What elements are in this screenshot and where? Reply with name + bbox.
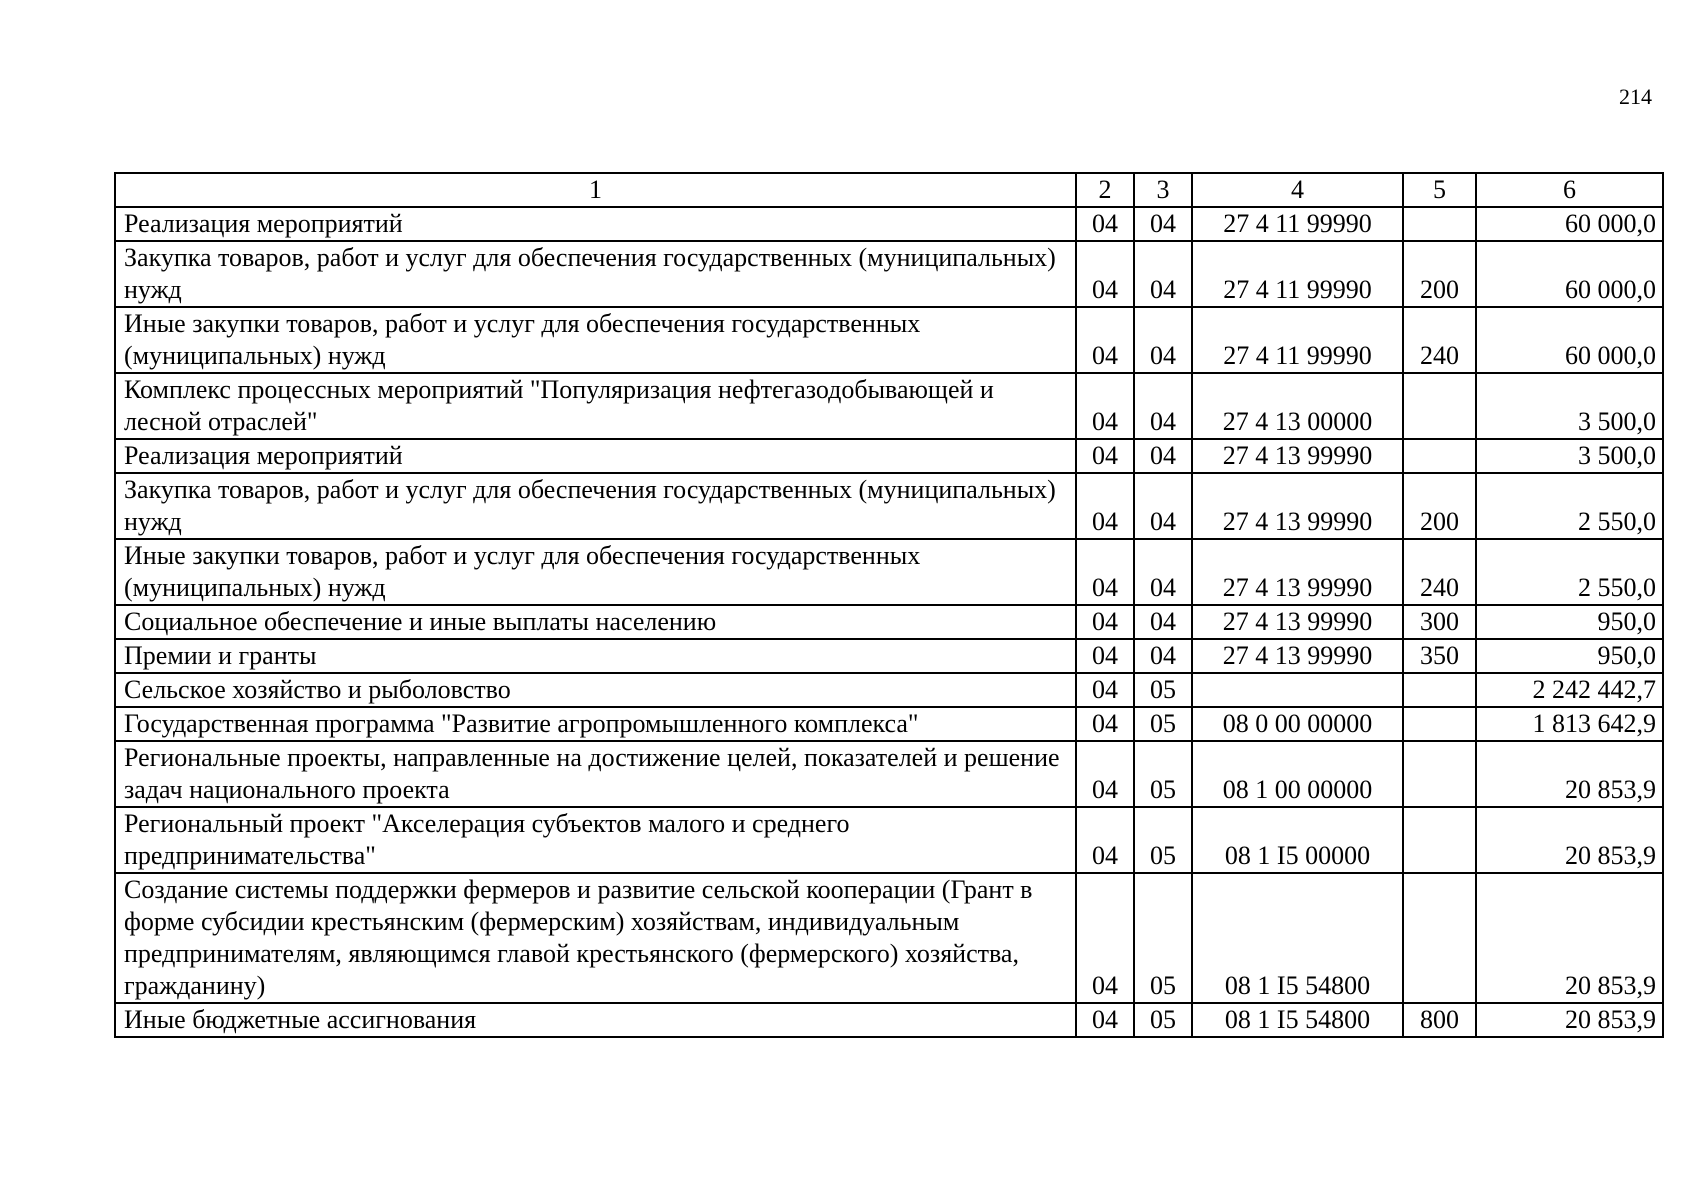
table-row xyxy=(115,307,1663,373)
header-col-1: 1 xyxy=(115,173,1076,207)
row-subsection: 04 xyxy=(1134,307,1192,373)
row-amount: 20 853,9 xyxy=(1476,873,1663,1003)
row-subsection: 05 xyxy=(1134,707,1192,741)
row-amount: 1 813 642,9 xyxy=(1476,707,1663,741)
page-number: 214 xyxy=(1619,84,1652,109)
row-subsection: 04 xyxy=(1134,373,1192,439)
table-row xyxy=(115,673,1663,707)
row-section: 04 xyxy=(1076,241,1134,307)
row-target-article: 27 4 13 99990 xyxy=(1192,605,1403,639)
row-name: Иные закупки товаров, работ и услуг для обеспечения государственных (муниципальных) нужд xyxy=(115,307,1076,373)
row-expense-type xyxy=(1403,439,1476,473)
row-subsection: 04 xyxy=(1134,473,1192,539)
row-amount: 3 500,0 xyxy=(1476,373,1663,439)
row-expense-type xyxy=(1403,707,1476,741)
table-row xyxy=(115,807,1663,873)
row-expense-type: 240 xyxy=(1403,307,1476,373)
table-row xyxy=(115,473,1663,539)
row-section: 04 xyxy=(1076,605,1134,639)
row-name: Реализация мероприятий xyxy=(115,439,1076,473)
row-target-article: 27 4 13 99990 xyxy=(1192,539,1403,605)
row-expense-type: 300 xyxy=(1403,605,1476,639)
row-amount: 3 500,0 xyxy=(1476,439,1663,473)
row-amount: 60 000,0 xyxy=(1476,241,1663,307)
row-section: 04 xyxy=(1076,207,1134,241)
table-row xyxy=(115,741,1663,807)
row-name: Закупка товаров, работ и услуг для обеспечения государственных (муниципальных) нужд xyxy=(115,241,1076,307)
row-target-article: 27 4 13 00000 xyxy=(1192,373,1403,439)
row-section: 04 xyxy=(1076,673,1134,707)
row-name: Комплекс процессных мероприятий "Популяризация нефтегазодобывающей и лесной отраслей" xyxy=(115,373,1076,439)
row-section: 04 xyxy=(1076,373,1134,439)
row-amount: 20 853,9 xyxy=(1476,741,1663,807)
row-amount: 20 853,9 xyxy=(1476,1003,1663,1037)
row-subsection: 04 xyxy=(1134,605,1192,639)
row-target-article: 27 4 13 99990 xyxy=(1192,439,1403,473)
table-row xyxy=(115,707,1663,741)
row-name: Государственная программа "Развитие агропромышленного комплекса" xyxy=(115,707,1076,741)
row-target-article: 27 4 11 99990 xyxy=(1192,207,1403,241)
row-expense-type xyxy=(1403,741,1476,807)
table-row xyxy=(115,605,1663,639)
header-col-5: 5 xyxy=(1403,173,1476,207)
row-section: 04 xyxy=(1076,473,1134,539)
row-name: Иные закупки товаров, работ и услуг для обеспечения государственных (муниципальных) нужд xyxy=(115,539,1076,605)
row-section: 04 xyxy=(1076,1003,1134,1037)
row-section: 04 xyxy=(1076,807,1134,873)
row-name: Иные бюджетные ассигнования xyxy=(115,1003,1076,1037)
row-name: Социальное обеспечение и иные выплаты населению xyxy=(115,605,1076,639)
row-target-article: 08 1 00 00000 xyxy=(1192,741,1403,807)
table-row xyxy=(115,539,1663,605)
row-target-article: 08 1 I5 00000 xyxy=(1192,807,1403,873)
row-amount: 60 000,0 xyxy=(1476,307,1663,373)
row-name: Закупка товаров, работ и услуг для обеспечения государственных (муниципальных) нужд xyxy=(115,473,1076,539)
row-expense-type xyxy=(1403,207,1476,241)
row-name: Региональный проект "Акселерация субъектов малого и среднего предпринимательства" xyxy=(115,807,1076,873)
header-col-3: 3 xyxy=(1134,173,1192,207)
row-section: 04 xyxy=(1076,741,1134,807)
row-section: 04 xyxy=(1076,307,1134,373)
row-subsection: 05 xyxy=(1134,873,1192,1003)
row-amount: 950,0 xyxy=(1476,605,1663,639)
row-expense-type: 200 xyxy=(1403,473,1476,539)
table-row xyxy=(115,241,1663,307)
row-expense-type xyxy=(1403,873,1476,1003)
row-subsection: 05 xyxy=(1134,807,1192,873)
header-row xyxy=(115,173,1663,207)
budget-table xyxy=(114,172,1664,1038)
row-subsection: 05 xyxy=(1134,741,1192,807)
row-subsection: 05 xyxy=(1134,1003,1192,1037)
row-target-article: 27 4 13 99990 xyxy=(1192,473,1403,539)
row-amount: 2 550,0 xyxy=(1476,473,1663,539)
row-name: Сельское хозяйство и рыболовство xyxy=(115,673,1076,707)
table-row xyxy=(115,373,1663,439)
row-section: 04 xyxy=(1076,873,1134,1003)
row-subsection: 04 xyxy=(1134,539,1192,605)
row-subsection: 04 xyxy=(1134,439,1192,473)
header-col-4: 4 xyxy=(1192,173,1403,207)
table-row xyxy=(115,873,1663,1003)
row-target-article: 27 4 13 99990 xyxy=(1192,639,1403,673)
row-amount: 2 242 442,7 xyxy=(1476,673,1663,707)
row-section: 04 xyxy=(1076,707,1134,741)
row-amount: 950,0 xyxy=(1476,639,1663,673)
row-section: 04 xyxy=(1076,639,1134,673)
row-expense-type xyxy=(1403,673,1476,707)
row-target-article: 08 1 I5 54800 xyxy=(1192,1003,1403,1037)
table-row xyxy=(115,1003,1663,1037)
row-expense-type: 200 xyxy=(1403,241,1476,307)
row-expense-type: 350 xyxy=(1403,639,1476,673)
table-row xyxy=(115,639,1663,673)
row-target-article: 27 4 11 99990 xyxy=(1192,307,1403,373)
row-target-article: 08 1 I5 54800 xyxy=(1192,873,1403,1003)
row-name: Региональные проекты, направленные на достижение целей, показателей и решение задач национального проекта xyxy=(115,741,1076,807)
table-body xyxy=(115,207,1663,1037)
row-expense-type xyxy=(1403,373,1476,439)
row-amount: 60 000,0 xyxy=(1476,207,1663,241)
row-subsection: 05 xyxy=(1134,673,1192,707)
row-target-article: 27 4 11 99990 xyxy=(1192,241,1403,307)
row-expense-type: 240 xyxy=(1403,539,1476,605)
row-name: Создание системы поддержки фермеров и развитие сельской кооперации (Грант в форме субсидии крестьянским (фермерским) хозяйствам, индивидуальным предпринимателям, являющимся главой крестьянского (фермерского) хозяйства, гражданину) xyxy=(115,873,1076,1003)
row-amount: 20 853,9 xyxy=(1476,807,1663,873)
row-expense-type: 800 xyxy=(1403,1003,1476,1037)
row-section: 04 xyxy=(1076,539,1134,605)
row-expense-type xyxy=(1403,807,1476,873)
header-col-2: 2 xyxy=(1076,173,1134,207)
table-row xyxy=(115,439,1663,473)
table-row xyxy=(115,207,1663,241)
row-subsection: 04 xyxy=(1134,241,1192,307)
row-subsection: 04 xyxy=(1134,207,1192,241)
row-name: Реализация мероприятий xyxy=(115,207,1076,241)
row-subsection: 04 xyxy=(1134,639,1192,673)
row-section: 04 xyxy=(1076,439,1134,473)
row-target-article xyxy=(1192,673,1403,707)
header-col-6: 6 xyxy=(1476,173,1663,207)
row-target-article: 08 0 00 00000 xyxy=(1192,707,1403,741)
row-amount: 2 550,0 xyxy=(1476,539,1663,605)
row-name: Премии и гранты xyxy=(115,639,1076,673)
